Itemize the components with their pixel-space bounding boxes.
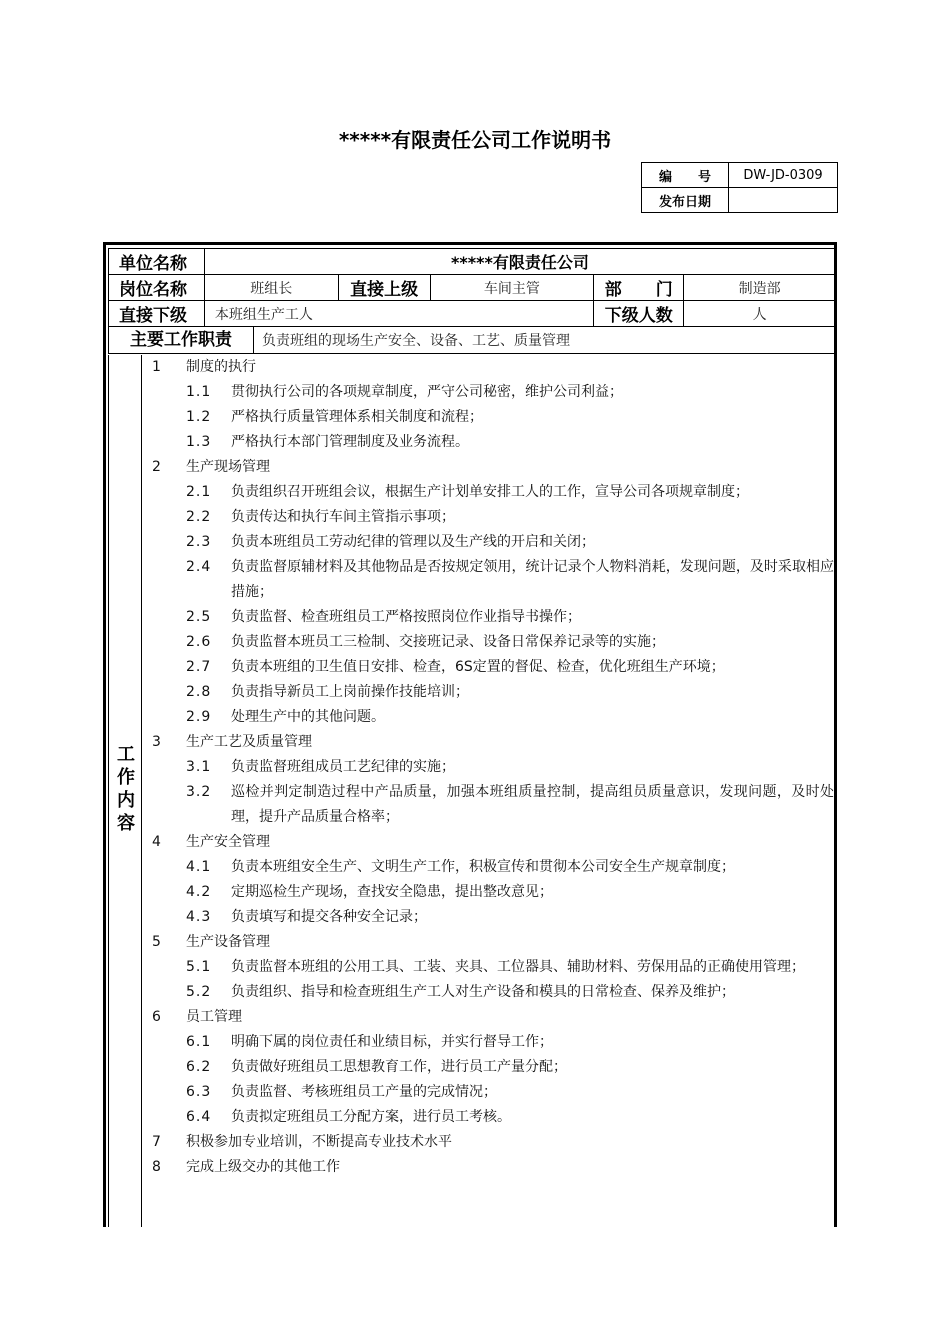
- duty-item-number: 2.9: [186, 709, 212, 725]
- section-title: 员工管理: [186, 1009, 242, 1025]
- duty-item: [152, 780, 836, 830]
- duty-item-number: 2.4: [186, 559, 212, 575]
- section-title: 生产安全管理: [186, 834, 270, 850]
- headcount-value: 人: [684, 301, 836, 327]
- duty-item-text: 负责指导新员工上岗前操作技能培训；: [231, 684, 469, 700]
- dept-value: 制造部: [684, 275, 836, 301]
- work-content-label-cell: [108, 355, 142, 1227]
- duty-item-number: 2.3: [186, 534, 212, 550]
- duty-item: [152, 505, 836, 530]
- duty-item-text: 巡检并判定制造过程中产品质量，加强本班组质量控制，提高组员质量意识，发现问题，及时处理，提升产品质量合格率；: [231, 784, 834, 825]
- duty-item-number: 6.2: [186, 1059, 212, 1075]
- duty-item-number: 2.1: [186, 484, 212, 500]
- duty-item-number: 2.7: [186, 659, 212, 675]
- duty-item: [152, 430, 836, 455]
- duty-item-text: 严格执行本部门管理制度及业务流程。: [231, 434, 469, 450]
- section-number: 6: [152, 1009, 161, 1025]
- duty-item-text: 负责监督班组成员工艺纪律的实施；: [231, 759, 455, 775]
- post-value: 班组长: [204, 275, 338, 301]
- post-label: 岗位名称: [109, 275, 205, 301]
- unit-label: 单位名称: [109, 249, 205, 275]
- duty-item: [152, 480, 836, 505]
- section-number: 2: [152, 459, 161, 475]
- section-title: 生产工艺及质量管理: [186, 734, 312, 750]
- duty-item-text: 负责填写和提交各种安全记录；: [231, 909, 427, 925]
- duty-item-number: 2.6: [186, 634, 212, 650]
- duty-item-text: 严格执行质量管理体系相关制度和流程；: [231, 409, 483, 425]
- duty-item-number: 3.1: [186, 759, 212, 775]
- duty-item-number: 2.2: [186, 509, 212, 525]
- superior-label: 直接上级: [338, 275, 430, 301]
- duty-item-number: 1.1: [186, 384, 212, 400]
- duty-item-number: 3.2: [186, 784, 212, 800]
- section-heading: [152, 830, 836, 855]
- section-title: 积极参加专业培训，不断提高专业技术水平: [186, 1134, 452, 1150]
- duty-item-text: 负责本班组安全生产、文明生产工作，积极宣传和贯彻本公司安全生产规章制度；: [231, 859, 735, 875]
- section-heading: [152, 730, 836, 755]
- duty-item-number: 5.1: [186, 959, 212, 975]
- duty-item: [152, 980, 836, 1005]
- duty-item-text: 负责监督、考核班组员工产量的完成情况；: [231, 1084, 497, 1100]
- duty-item: [152, 1080, 836, 1105]
- duty-item: [152, 905, 836, 930]
- duty-item-number: 2.8: [186, 684, 212, 700]
- duty-item-number: 2.5: [186, 609, 212, 625]
- section-heading: [152, 930, 836, 955]
- duty-item-number: 6.1: [186, 1034, 212, 1050]
- section-heading: [152, 1005, 836, 1030]
- duty-list: [152, 355, 836, 1180]
- duty-item-number: 1.2: [186, 409, 212, 425]
- duty-item: [152, 955, 836, 980]
- duty-item: [152, 380, 836, 405]
- dept-label: 部 门: [594, 275, 684, 301]
- duty-item: [152, 755, 836, 780]
- section-title: 生产现场管理: [186, 459, 270, 475]
- meta-table: [641, 162, 838, 213]
- duty-item-text: 负责组织召开班组会议，根据生产计划单安排工人的工作，宣导公司各项规章制度；: [231, 484, 749, 500]
- section-title: 生产设备管理: [186, 934, 270, 950]
- work-content-label: 工作内容: [117, 744, 135, 834]
- duty-item-text: 负责监督原辅材料及其他物品是否按规定领用，统计记录个人物料消耗，发现问题，及时采取相应措施；: [231, 559, 834, 600]
- duty-item-number: 4.1: [186, 859, 212, 875]
- duty-item-number: 6.4: [186, 1109, 212, 1125]
- duty-item-number: 6.3: [186, 1084, 212, 1100]
- duty-label: 主要工作职责: [109, 327, 254, 353]
- duty-item: [152, 680, 836, 705]
- info-table: [108, 248, 836, 354]
- headcount-label: 下级人数: [594, 301, 684, 327]
- duty-item: [152, 1105, 836, 1130]
- subordinate-label: 直接下级: [109, 301, 205, 327]
- duty-item-text: 处理生产中的其他问题。: [231, 709, 385, 725]
- duty-item-text: 负责拟定班组员工分配方案，进行员工考核。: [231, 1109, 511, 1125]
- duty-item: [152, 405, 836, 430]
- duty-item-text: 负责本班组员工劳动纪律的管理以及生产线的开启和关闭；: [231, 534, 595, 550]
- unit-value: *****有限责任公司: [204, 249, 835, 275]
- section-number: 5: [152, 934, 161, 950]
- document-title: *****有限责任公司工作说明书: [338, 128, 612, 152]
- duty-item-text: 负责传达和执行车间主管指示事项；: [231, 509, 455, 525]
- date-value: [729, 188, 838, 213]
- duty-item: [152, 1055, 836, 1080]
- duty-item: [152, 880, 836, 905]
- work-content: [108, 355, 836, 1227]
- section-heading: [152, 1130, 836, 1155]
- code-label: 编 号: [642, 163, 729, 188]
- duty-item: [152, 630, 836, 655]
- duty-item-text: 负责做好班组员工思想教育工作，进行员工产量分配；: [231, 1059, 567, 1075]
- duty-item: [152, 855, 836, 880]
- section-number: 4: [152, 834, 161, 850]
- code-value: DW-JD-0309: [729, 163, 838, 188]
- duty-item-text: 负责监督、检查班组员工严格按照岗位作业指导书操作；: [231, 609, 581, 625]
- duty-item: [152, 605, 836, 630]
- section-heading: [152, 355, 836, 380]
- duty-item-text: 明确下属的岗位责任和业绩目标，并实行督导工作；: [231, 1034, 553, 1050]
- duty-item-text: 定期巡检生产现场，查找安全隐患，提出整改意见；: [231, 884, 553, 900]
- duty-item-number: 4.3: [186, 909, 212, 925]
- duty-item-text: 负责监督本班员工三检制、交接班记录、设备日常保养记录等的实施；: [231, 634, 665, 650]
- duty-item-text: 负责本班组的卫生值日安排、检查，6S定置的督促、检查，优化班组生产环境；: [231, 659, 725, 675]
- superior-value: 车间主管: [430, 275, 594, 301]
- duty-item: [152, 655, 836, 680]
- duty-item: [152, 705, 836, 730]
- date-label: 发布日期: [642, 188, 729, 213]
- section-number: 3: [152, 734, 161, 750]
- duty-item-text: 贯彻执行公司的各项规章制度，严守公司秘密，维护公司利益；: [231, 384, 623, 400]
- duty-value: 负责班组的现场生产安全、设备、工艺、质量管理: [262, 333, 570, 349]
- section-title: 完成上级交办的其他工作: [186, 1159, 340, 1175]
- duty-item-text: 负责组织、指导和检查班组生产工人对生产设备和模具的日常检查、保养及维护；: [231, 984, 735, 1000]
- section-number: 7: [152, 1134, 161, 1150]
- duty-item-number: 1.3: [186, 434, 212, 450]
- section-heading: [152, 455, 836, 480]
- subordinate-value: 本班组生产工人: [204, 301, 593, 327]
- duty-item-text: 负责监督本班组的公用工具、工装、夹具、工位器具、辅助材料、劳保用品的正确使用管理；: [231, 959, 805, 975]
- section-number: 8: [152, 1159, 161, 1175]
- section-heading: [152, 1155, 836, 1180]
- section-number: 1: [152, 359, 161, 375]
- section-title: 制度的执行: [186, 359, 256, 375]
- duty-item-number: 5.2: [186, 984, 212, 1000]
- duty-item: [152, 1030, 836, 1055]
- duty-item: [152, 530, 836, 555]
- duty-item: [152, 555, 836, 605]
- duty-row: [109, 327, 836, 354]
- duty-item-number: 4.2: [186, 884, 212, 900]
